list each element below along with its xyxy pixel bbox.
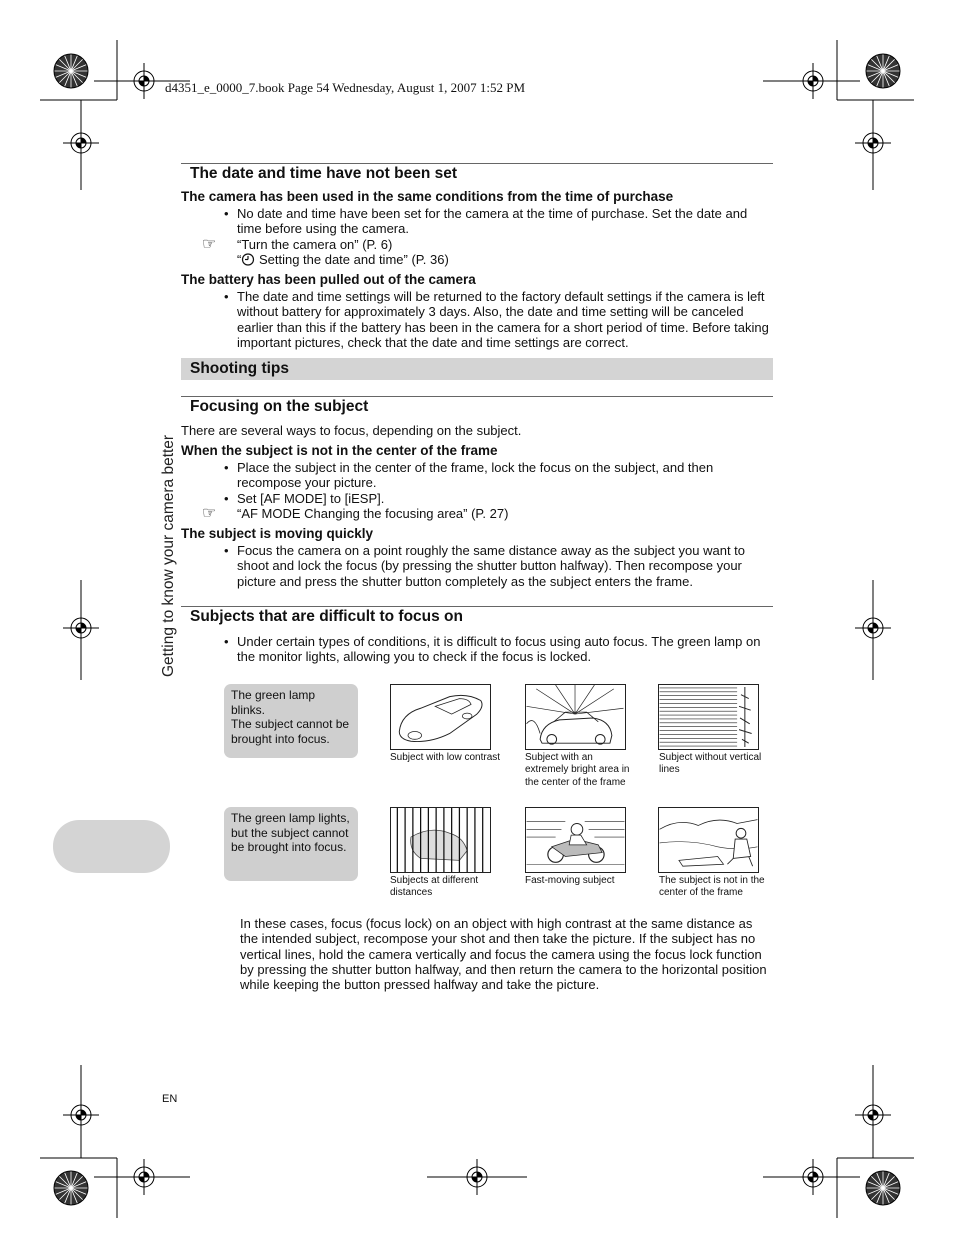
pointing-hand-icon: ☞ [202,236,217,253]
illustration-low-contrast-car [390,684,491,750]
section-title-shooting-tips: Shooting tips [181,358,773,380]
bullet-battery: • The date and time settings will be returned to the factory default settings if the camera is left without battery for approximately 3 days. Also, the date and time setting will be canceled earlier than this if the battery has been in the camera for a short period of time. Before taking important pictures, check that the date and time settings are correct. [224,289,776,350]
caption-low-contrast: Subject with low contrast [390,752,501,763]
bullet-auto-focus: • Under certain types of conditions, it is difficult to focus using auto focus. The green lamp on the monitor lights, allowing you to check if the focus is locked. [224,634,776,665]
focusing-intro: There are several ways to focus, depending on the subject. [181,423,522,438]
bullet-af-mode: • Set [AF MODE] to [iESP]. [224,491,772,506]
bullet-text: Place the subject in the center of the frame, lock the focus on the subject, and then recompose your picture. [237,460,714,491]
bullet-text: No date and time have been set for the camera at the time of purchase. Set the date and time before using the camera. [237,206,748,237]
caption-fast-moving: Fast-moving subject [525,875,615,886]
bullet-text: Under certain types of conditions, it is difficult to focus using auto focus. The green lamp on the monitor lights, allowing you to check if the focus is locked. [237,634,761,665]
reference-date-setting [237,252,449,267]
section-title-difficult: Subjects that are difficult to focus on [181,606,773,626]
bullet-text: Focus the camera on a point roughly the same distance away as the subject you want to shoot and lock the focus (by pressing the shutter button halfway). Then recompose your picture and press the shutter button completely as the subject enters the frame. [237,543,746,589]
ref-date-text: Setting the date and time” (P. 36) [255,252,449,267]
reference-af-mode: “AF MODE Changing the focusing area” (P. 27) [237,506,509,521]
bullet-moving: • Focus the camera on a point roughly the same distance away as the subject you want to shoot and lock the focus (by pressing the shutter button halfway). Then recompose your picture and press the shutter button completely as the subject enters the frame. [224,543,772,589]
print-header: d4351_e_0000_7.book Page 54 Wednesday, August 1, 2007 1:52 PM [165,80,526,95]
closing-paragraph: In these cases, focus (focus lock) on an object with high contrast at the same distance as the intended subject, recompose your shot and then take the picture. If the subject has no vertical lines, hold the camera vertically and focus the camera using the focus lock function by pressing the shutter button halfway, and then return the camera to the horizontal position while keeping the button pressed halfway and take the picture. [240,916,767,993]
reference-turn-on: “Turn the camera on” (P. 6) [237,237,393,252]
caption-no-vertical: Subject without vertical lines [659,752,762,776]
pointing-hand-icon: ☞ [202,505,217,522]
subheading-purchase: The camera has been used in the same conditions from the time of purchase [181,189,674,204]
section-title-date: The date and time have not been set [181,163,773,183]
page-language: EN [162,1093,178,1105]
chapter-sidebar-title: Getting to know your camera better [160,434,177,677]
callout-lamp-lights: The green lamp lights, but the subject cannot be brought into focus. [224,807,358,881]
ref-open-quote: “ [237,252,242,267]
illustration-off-center [658,807,759,873]
subheading-moving: The subject is moving quickly [181,526,374,541]
clock-icon [241,253,255,266]
subheading-not-center: When the subject is not in the center of the frame [181,443,498,458]
illustration-no-vertical-lines [658,684,759,750]
illustration-fast-moving [525,807,626,873]
callout-lamp-blinks: The green lamp blinks. The subject cannot be brought into focus. [224,684,358,758]
caption-different-distances: Subjects at different distances [390,875,479,899]
section-title-focusing: Focusing on the subject [181,396,773,416]
caption-off-center: The subject is not in the center of the frame [659,875,765,899]
bullet-text: Set [AF MODE] to [iESP]. [237,491,385,506]
illustration-different-distances [390,807,491,873]
bullet-purchase: • No date and time have been set for the camera at the time of purchase. Set the date and time before using the camera. [224,206,772,237]
chapter-tab [53,820,170,873]
bullet-recompose: • Place the subject in the center of the frame, lock the focus on the subject, and then recompose your picture. [224,460,772,491]
bullet-text: The date and time settings will be returned to the factory default settings if the camera is left without battery for approximately 3 days. Also, the date and time setting will be canceled earlier than this if the battery has been in the camera for a short period of time. Before taking important pictures, check that the date and time settings are correct. [237,289,769,350]
caption-bright-area: Subject with an extremely bright area in the center of the frame [525,752,630,788]
illustration-bright-center [525,684,626,750]
subheading-battery: The battery has been pulled out of the camera [181,272,476,287]
